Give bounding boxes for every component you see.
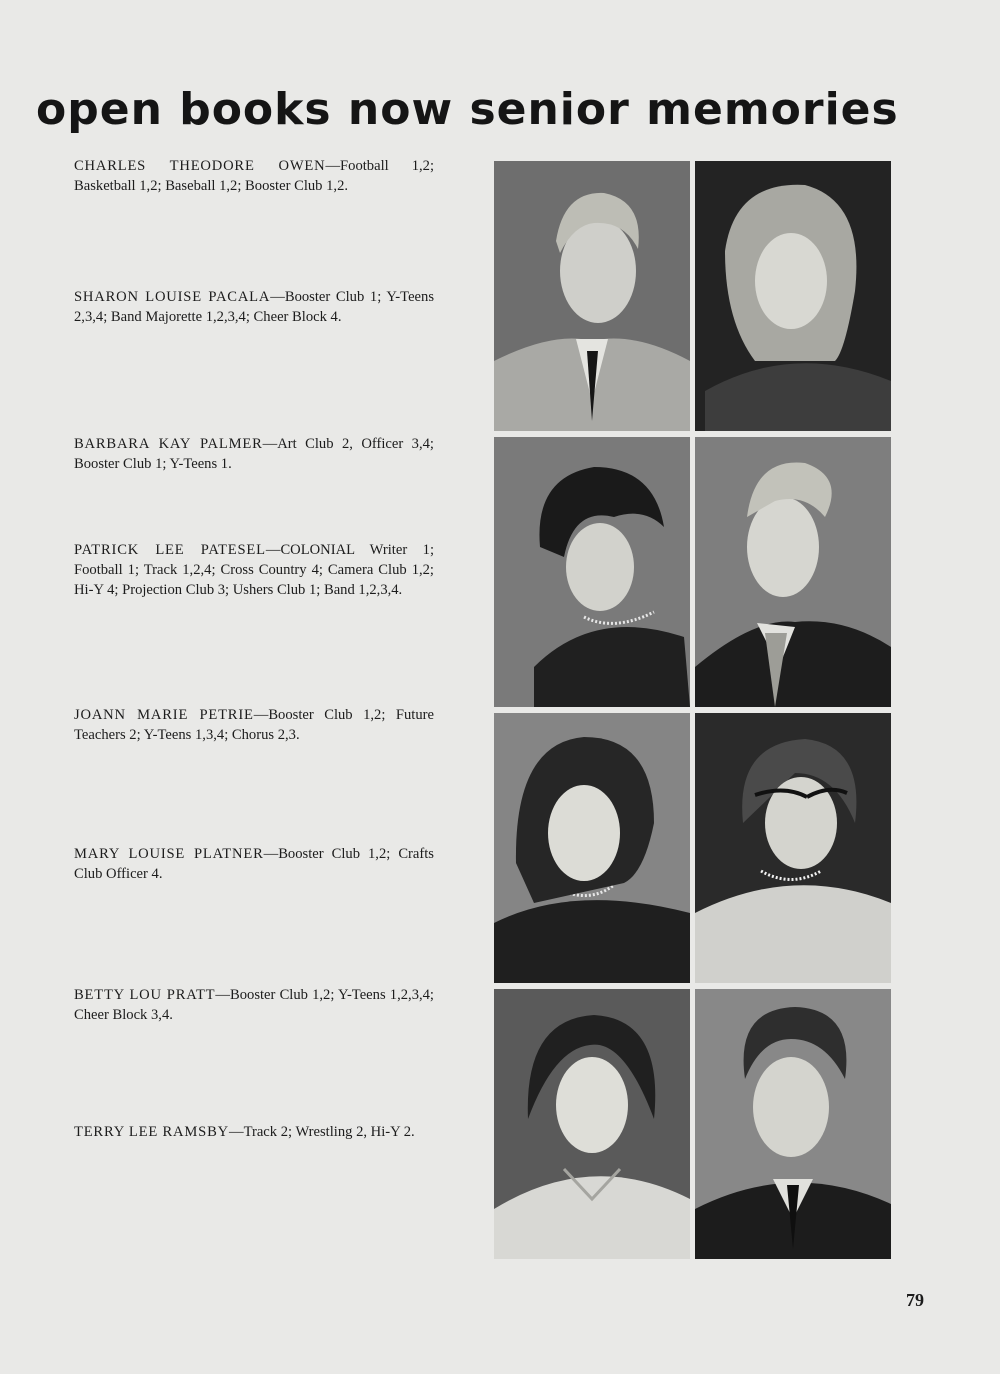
senior-activities: —COLONIAL Writer 1; Football 1; Track 1,2,4; Cross Country 4; Camera Club 1,2; Hi-Y 4; Projection Club 3; Ushers Club 1; Band 1,2,3,4. — [74, 542, 434, 598]
portrait-photo — [695, 713, 891, 983]
senior-entry — [74, 287, 434, 327]
senior-name: CHARLES THEODORE OWEN — [74, 158, 326, 174]
senior-activities: —Art Club 2, Officer 3,4; Booster Club 1; Y-Teens 1. — [74, 436, 434, 472]
portrait-photo — [695, 437, 891, 707]
senior-entry — [74, 540, 434, 600]
page-number: 79 — [906, 1290, 924, 1310]
portrait-girl-icon — [695, 161, 891, 431]
portrait-boy-icon — [695, 989, 891, 1259]
portrait-photo — [494, 437, 690, 707]
portrait-photo — [695, 989, 891, 1259]
portrait-photo — [695, 161, 891, 431]
senior-name: TERRY LEE RAMSBY — [74, 1124, 229, 1140]
senior-name: MARY LOUISE PLATNER — [74, 846, 264, 862]
portrait-photo — [494, 161, 690, 431]
senior-activities: —Booster Club 1,2; Crafts Club Officer 4. — [74, 846, 434, 882]
portrait-girl-icon — [494, 437, 690, 707]
portrait-girl-icon — [695, 713, 891, 983]
portrait-photo — [494, 989, 690, 1259]
senior-activities: —Football 1,2; Basketball 1,2; Baseball 1,2; Booster Club 1,2. — [74, 158, 434, 194]
senior-activities: —Track 2; Wrestling 2, Hi-Y 2. — [228, 1124, 415, 1140]
senior-entry — [74, 156, 434, 196]
senior-name: PATRICK LEE PATESEL — [74, 542, 266, 558]
senior-name: BARBARA KAY PALMER — [74, 436, 263, 452]
senior-entry — [74, 844, 434, 884]
senior-entry — [74, 705, 434, 745]
portrait-boy-icon — [494, 161, 690, 431]
senior-entry — [74, 434, 434, 474]
portrait-girl-icon — [494, 713, 690, 983]
senior-activities: —Booster Club 1,2; Y-Teens 1,2,3,4; Cheer Block 3,4. — [74, 987, 434, 1023]
senior-name: JOANN MARIE PETRIE — [74, 707, 254, 723]
portrait-grid — [494, 161, 892, 1243]
senior-name: BETTY LOU PRATT — [74, 987, 216, 1003]
senior-activities: —Booster Club 1; Y-Teens 2,3,4; Band Majorette 1,2,3,4; Cheer Block 4. — [74, 289, 434, 325]
senior-entry — [74, 985, 434, 1025]
portrait-photo — [494, 713, 690, 983]
portrait-boy-icon — [695, 437, 891, 707]
senior-name: SHARON LOUISE PACALA — [74, 289, 271, 305]
page-title: open books now senior memories — [36, 84, 899, 135]
portrait-girl-icon — [494, 989, 690, 1259]
senior-entry — [74, 1122, 434, 1142]
senior-activities: —Booster Club 1,2; Future Teachers 2; Y-Teens 1,3,4; Chorus 2,3. — [74, 707, 434, 743]
